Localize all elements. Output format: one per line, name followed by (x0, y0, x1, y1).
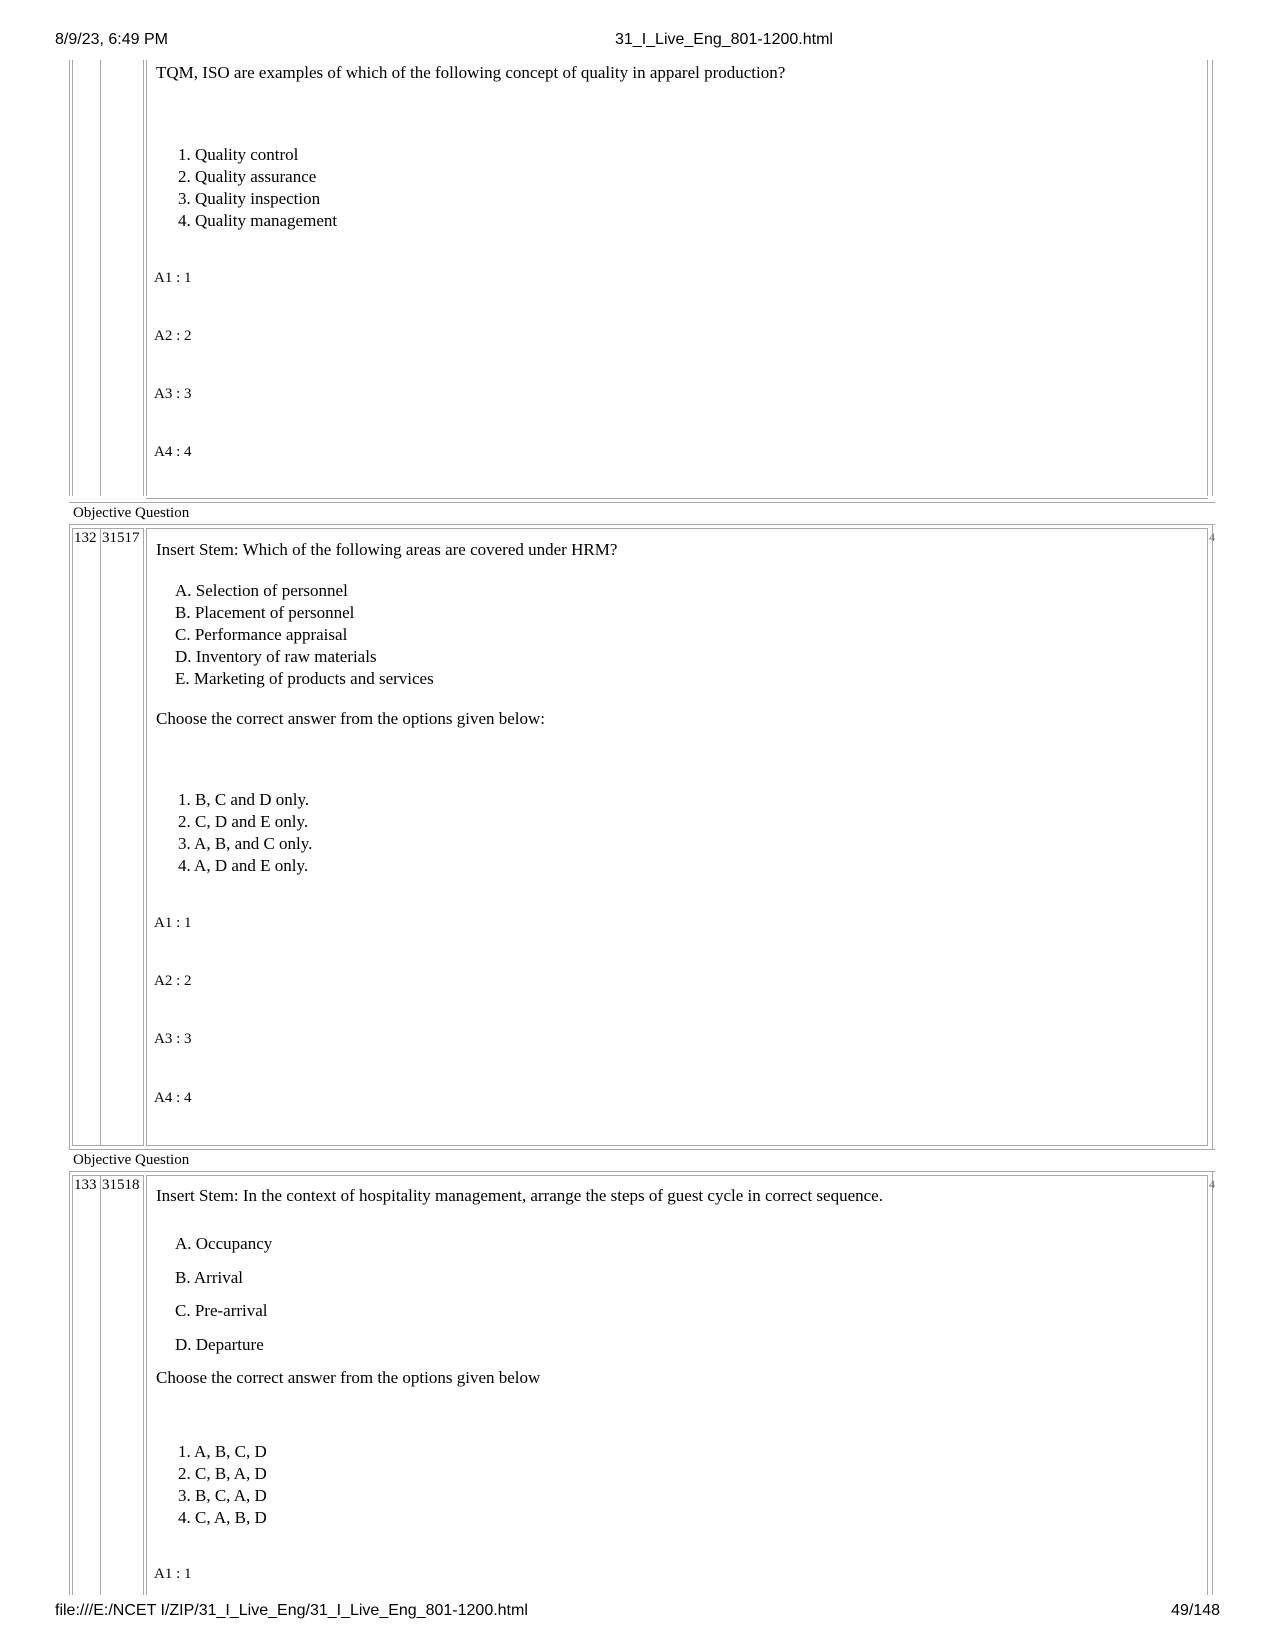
question-stem: Insert Stem: Which of the following areas are covered under HRM? (156, 540, 618, 559)
list-item: B. Arrival (175, 1267, 243, 1287)
table-rule (146, 60, 147, 496)
choose-instruction: Choose the correct answer from the options given below: (156, 709, 546, 728)
serial-number: 132 (74, 530, 97, 546)
option-list (178, 1441, 267, 1529)
option-item: 3. B, C, A, D (178, 1486, 267, 1505)
answer-option: A3 : 3 (154, 1031, 192, 1047)
option-item: 4. Quality management (178, 211, 338, 230)
marks-value: 4 (1209, 1177, 1215, 1191)
item-list (175, 580, 434, 690)
option-item: 1. Quality control (178, 145, 299, 164)
table-rule (69, 524, 1215, 525)
option-item: 1. A, B, C, D (178, 1442, 267, 1461)
table-rule (69, 1149, 1215, 1150)
table-rule (143, 60, 144, 496)
question-id: 31518 (102, 1177, 140, 1193)
qid-cell (100, 528, 144, 1146)
question-id: 31517 (102, 530, 140, 546)
option-item: 3. Quality inspection (178, 189, 321, 208)
answer-option: A1 : 1 (154, 270, 192, 286)
print-datetime: 8/9/23, 6:49 PM (55, 31, 168, 48)
table-rule (69, 1171, 70, 1595)
answer-option: A3 : 3 (154, 386, 192, 402)
table-rule (1212, 60, 1213, 496)
serial-cell (72, 528, 101, 1146)
qid-cell (100, 1175, 144, 1595)
print-title: 31_I_Live_Eng_801-1200.html (615, 31, 833, 48)
question-stem: TQM, ISO are examples of which of the following concept of quality in apparel production? (156, 63, 786, 82)
option-item: 1. B, C and D only. (178, 790, 310, 809)
table-rule (69, 524, 70, 1150)
section-label: Objective Question (73, 1152, 190, 1168)
option-item: 2. C, D and E only. (178, 812, 309, 831)
item-list (175, 1227, 272, 1361)
option-item: 2. Quality assurance (178, 167, 317, 186)
answer-option: A1 : 1 (154, 915, 192, 931)
list-item: E. Marketing of products and services (175, 669, 434, 688)
list-item: A. Occupancy (175, 1234, 273, 1253)
print-page-number: 49/148 (1171, 1602, 1220, 1619)
table-rule (69, 502, 1215, 503)
marks-value: 4 (1209, 530, 1215, 544)
print-file-path: file:///E:/NCET I/ZIP/31_I_Live_Eng/31_I_Live_Eng_801-1200.html (55, 1602, 528, 1619)
answer-option: A1 : 1 (154, 1566, 192, 1582)
option-list (178, 144, 337, 232)
list-item: A. Selection of personnel (175, 581, 348, 600)
list-item: D. Departure (175, 1334, 264, 1354)
option-item: 4. C, A, B, D (178, 1508, 267, 1527)
answer-option: A4 : 4 (154, 1090, 192, 1106)
table-rule (1212, 524, 1213, 1150)
table-rule (1212, 1171, 1213, 1595)
list-item: B. Placement of personnel (175, 603, 355, 622)
list-item: C. Performance appraisal (175, 625, 348, 644)
table-rule (69, 1171, 1215, 1172)
question-stem: Insert Stem: In the context of hospitality management, arrange the steps of guest cycle in correct sequence. (156, 1186, 883, 1205)
list-item: C. Pre-arrival (175, 1301, 268, 1320)
section-label: Objective Question (73, 505, 190, 521)
answer-option: A2 : 2 (154, 973, 192, 989)
option-item: 4. A, D and E only. (178, 856, 309, 875)
list-item: D. Inventory of raw materials (175, 647, 377, 666)
serial-cell (72, 1175, 101, 1595)
table-rule (72, 60, 73, 496)
option-list (178, 789, 312, 877)
answer-option: A4 : 4 (154, 444, 192, 460)
option-item: 2. C, B, A, D (178, 1464, 267, 1483)
serial-number: 133 (74, 1177, 97, 1193)
answer-option: A2 : 2 (154, 328, 192, 344)
option-item: 3. A, B, and C only. (178, 834, 313, 853)
choose-instruction: Choose the correct answer from the options given below (156, 1368, 541, 1387)
table-rule (100, 60, 101, 496)
table-rule (69, 60, 70, 496)
table-rule (146, 498, 1208, 499)
table-rule (1207, 60, 1208, 496)
